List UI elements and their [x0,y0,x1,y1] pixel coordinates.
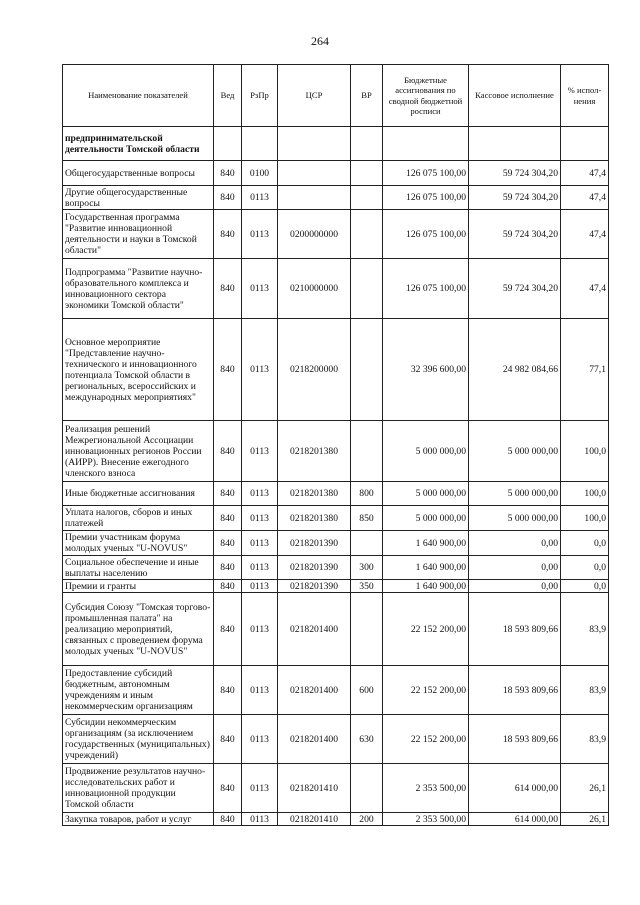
cell-name: Премии участникам форума молодых ученых "U-NOVUS" [63,531,214,556]
cell-name: предпринимательской деятельности Томской области [63,127,214,161]
cell-name: Субсидия Союзу "Томская торгово-промышленная палата" на реализацию мероприятий, связанных с проведением форума молодых ученых "U-NOVUS" [63,593,214,666]
cell-percent: 83,9 [561,666,609,715]
cell-budget: 5 000 000,00 [383,421,469,482]
table-row [63,210,609,259]
cell-name: Общегосударственные вопросы [63,161,214,186]
cell-percent: 0,0 [561,531,609,556]
cell-csr: 0218201380 [278,506,351,531]
cell-ved: 840 [214,319,242,421]
header-name: Наименование показателей [63,65,214,127]
table-row [63,764,609,813]
cell-percent: 100,0 [561,421,609,482]
cell-vr [351,593,383,666]
cell-percent: 100,0 [561,482,609,506]
cell-percent [561,127,609,161]
cell-budget: 5 000 000,00 [383,482,469,506]
cell-name: Уплата налогов, сборов и иных платежей [63,506,214,531]
cell-vr [351,259,383,319]
header-rzpr: РзПр [242,65,278,127]
table-row [63,161,609,186]
table-row [63,482,609,506]
cell-rzpr: 0113 [242,580,278,593]
cell-cash: 5 000 000,00 [469,506,561,531]
cell-rzpr: 0113 [242,259,278,319]
cell-cash: 59 724 304,20 [469,186,561,210]
page-number: 264 [311,34,329,48]
cell-rzpr: 0113 [242,210,278,259]
cell-percent: 0,0 [561,580,609,593]
cell-csr: 0218201380 [278,482,351,506]
cell-cash: 5 000 000,00 [469,421,561,482]
cell-cash: 5 000 000,00 [469,482,561,506]
cell-vr: 630 [351,715,383,764]
cell-rzpr: 0113 [242,421,278,482]
cell-cash: 614 000,00 [469,764,561,813]
cell-csr [278,161,351,186]
cell-ved: 840 [214,556,242,580]
cell-budget: 1 640 900,00 [383,580,469,593]
cell-vr: 200 [351,813,383,826]
cell-cash: 59 724 304,20 [469,259,561,319]
cell-name: Продвижение результатов научно-исследовательских работ и инновационной продукции Томской области [63,764,214,813]
cell-ved: 840 [214,482,242,506]
header-csr: ЦСР [278,65,351,127]
cell-vr [351,421,383,482]
cell-ved: 840 [214,506,242,531]
cell-vr: 600 [351,666,383,715]
header-vr: ВР [351,65,383,127]
cell-csr: 0218201390 [278,556,351,580]
table-row [63,580,609,593]
budget-table [62,64,609,826]
cell-cash: 0,00 [469,556,561,580]
cell-percent: 47,4 [561,210,609,259]
cell-vr: 350 [351,580,383,593]
cell-rzpr: 0113 [242,715,278,764]
cell-vr [351,127,383,161]
cell-name: Другие общегосударственные вопросы [63,186,214,210]
cell-csr: 0218201410 [278,813,351,826]
cell-csr: 0218200000 [278,319,351,421]
table-row [63,715,609,764]
cell-rzpr: 0113 [242,813,278,826]
cell-percent: 47,4 [561,259,609,319]
cell-budget: 2 353 500,00 [383,764,469,813]
cell-csr [278,186,351,210]
cell-vr [351,531,383,556]
cell-ved [214,127,242,161]
cell-rzpr: 0113 [242,764,278,813]
cell-vr: 800 [351,482,383,506]
table-row [63,593,609,666]
cell-rzpr: 0113 [242,482,278,506]
cell-rzpr: 0113 [242,666,278,715]
cell-budget: 126 075 100,00 [383,210,469,259]
cell-name: Подпрограмма "Развитие научно-образовательного комплекса и инновационного сектора экономики Томской области" [63,259,214,319]
cell-percent: 83,9 [561,715,609,764]
cell-cash: 0,00 [469,580,561,593]
cell-budget: 1 640 900,00 [383,556,469,580]
cell-name: Реализация решений Межрегиональной Ассоциации инновационных регионов России (АИРР). Внесение ежегодного членского взноса [63,421,214,482]
cell-ved: 840 [214,186,242,210]
cell-csr [278,127,351,161]
cell-csr: 0200000000 [278,210,351,259]
cell-name: Премии и гранты [63,580,214,593]
table-header-row [63,65,609,127]
cell-budget: 22 152 200,00 [383,715,469,764]
table-row [63,127,609,161]
cell-ved: 840 [214,666,242,715]
cell-vr: 850 [351,506,383,531]
cell-name: Иные бюджетные ассигнования [63,482,214,506]
cell-cash: 59 724 304,20 [469,210,561,259]
cell-vr [351,210,383,259]
cell-cash: 18 593 809,66 [469,715,561,764]
cell-vr [351,161,383,186]
cell-ved: 840 [214,580,242,593]
cell-budget: 32 396 600,00 [383,319,469,421]
cell-rzpr: 0113 [242,319,278,421]
cell-rzpr: 0113 [242,593,278,666]
cell-percent: 77,1 [561,319,609,421]
cell-percent: 100,0 [561,506,609,531]
cell-name: Предоставление субсидий бюджетным, автономным учреждениям и иным некоммерческим организациям [63,666,214,715]
cell-name: Основное мероприятие "Представление научно-технического и инновационного потенциала Томской области в региональных, всероссийских и международных мероприятиях" [63,319,214,421]
cell-budget: 22 152 200,00 [383,666,469,715]
cell-ved: 840 [214,764,242,813]
cell-budget: 126 075 100,00 [383,186,469,210]
header-percent: % испол-нения [561,65,609,127]
cell-ved: 840 [214,593,242,666]
cell-name: Субсидии некоммерческим организациям (за исключением государственных (муниципальных) учреждений) [63,715,214,764]
cell-ved: 840 [214,715,242,764]
cell-vr [351,764,383,813]
cell-vr: 300 [351,556,383,580]
table-row [63,186,609,210]
table-row [63,556,609,580]
cell-rzpr [242,127,278,161]
table-row [63,666,609,715]
cell-ved: 840 [214,161,242,186]
cell-percent: 83,9 [561,593,609,666]
table-row [63,421,609,482]
cell-csr: 0218201390 [278,580,351,593]
cell-ved: 840 [214,813,242,826]
cell-percent: 26,1 [561,764,609,813]
cell-rzpr: 0113 [242,186,278,210]
cell-csr: 0218201400 [278,593,351,666]
cell-name: Государственная программа "Развитие инновационной деятельности и науки в Томской области" [63,210,214,259]
table-row [63,319,609,421]
cell-csr: 0218201410 [278,764,351,813]
cell-percent: 47,4 [561,186,609,210]
cell-cash: 24 982 084,66 [469,319,561,421]
cell-budget: 2 353 500,00 [383,813,469,826]
cell-percent: 26,1 [561,813,609,826]
cell-cash: 0,00 [469,531,561,556]
cell-csr: 0218201400 [278,715,351,764]
table-row [63,506,609,531]
cell-budget: 5 000 000,00 [383,506,469,531]
cell-percent: 0,0 [561,556,609,580]
cell-rzpr: 0113 [242,506,278,531]
table-row [63,531,609,556]
cell-name: Закупка товаров, работ и услуг [63,813,214,826]
cell-ved: 840 [214,259,242,319]
cell-csr: 0218201400 [278,666,351,715]
cell-cash: 614 000,00 [469,813,561,826]
cell-cash: 59 724 304,20 [469,161,561,186]
cell-cash [469,127,561,161]
header-ved: Вед [214,65,242,127]
cell-csr: 0210000000 [278,259,351,319]
cell-rzpr: 0100 [242,161,278,186]
cell-budget: 1 640 900,00 [383,531,469,556]
header-cash: Кассовое исполнение [469,65,561,127]
cell-percent: 47,4 [561,161,609,186]
cell-csr: 0218201380 [278,421,351,482]
header-budget: Бюджетные ассигнования по сводной бюджетной росписи [383,65,469,127]
cell-budget: 22 152 200,00 [383,593,469,666]
cell-budget: 126 075 100,00 [383,161,469,186]
cell-ved: 840 [214,421,242,482]
cell-budget: 126 075 100,00 [383,259,469,319]
cell-ved: 840 [214,531,242,556]
cell-budget [383,127,469,161]
cell-cash: 18 593 809,66 [469,666,561,715]
cell-name: Социальное обеспечение и иные выплаты населению [63,556,214,580]
cell-ved: 840 [214,210,242,259]
cell-csr: 0218201390 [278,531,351,556]
cell-cash: 18 593 809,66 [469,593,561,666]
cell-rzpr: 0113 [242,531,278,556]
cell-vr [351,186,383,210]
table-row [63,259,609,319]
cell-vr [351,319,383,421]
table-row [63,813,609,826]
cell-rzpr: 0113 [242,556,278,580]
